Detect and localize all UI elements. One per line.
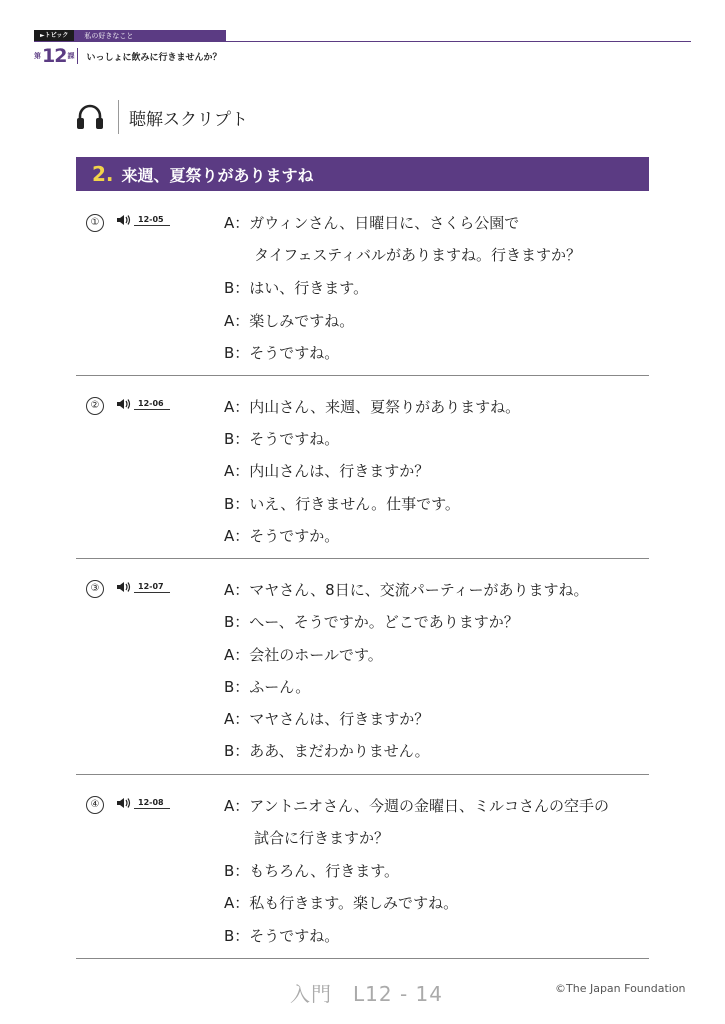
track-number: 12-06 bbox=[134, 399, 170, 410]
dialogue-line: A：楽しみですね。 bbox=[224, 312, 355, 330]
audio-track[interactable] bbox=[116, 214, 170, 226]
dialogue-line: A：そうですか。 bbox=[224, 527, 340, 545]
dialogue-line: B：はい、行きます。 bbox=[224, 279, 369, 297]
speaker-icon bbox=[116, 398, 132, 410]
dialogue-line: B：へー、そうですか。どこでありますか？ bbox=[224, 613, 519, 631]
divider bbox=[76, 375, 649, 376]
lesson-heading bbox=[34, 45, 221, 67]
divider bbox=[76, 558, 649, 559]
dialogue-line: A：アントニオさん、今週の金曜日、ミルコさんの空手の bbox=[224, 797, 609, 815]
page-number: 入門 L12 - 14 bbox=[290, 982, 443, 1006]
section-heading bbox=[76, 100, 248, 134]
exercise-band bbox=[76, 157, 649, 191]
dialogue-line: A：会社のホールです。 bbox=[224, 646, 383, 664]
dialogue-line: B：いえ、行きません。仕事です。 bbox=[224, 495, 460, 513]
topic-label: ►トピック bbox=[34, 30, 74, 42]
dialogue-line: B：ふーん。 bbox=[224, 678, 311, 696]
dialogue-line: B：そうですね。 bbox=[224, 430, 340, 448]
section-separator bbox=[118, 100, 119, 134]
audio-track[interactable] bbox=[116, 797, 170, 809]
exercise-number: 2. bbox=[92, 162, 114, 186]
track-number: 12-08 bbox=[134, 798, 170, 809]
dialogue-line: B：もちろん、行きます。 bbox=[224, 862, 399, 880]
divider bbox=[76, 958, 649, 959]
lesson-suffix: 課 bbox=[67, 52, 75, 60]
divider bbox=[76, 774, 649, 775]
dialogue-line: A：私も行きます。楽しみですね。 bbox=[224, 894, 459, 912]
audio-track[interactable] bbox=[116, 398, 170, 410]
item-number: ① bbox=[86, 214, 104, 232]
dialogue-line: A：ガウィンさん、日曜日に、さくら公園で bbox=[224, 214, 520, 232]
item-number: ③ bbox=[86, 580, 104, 598]
lesson-title: いっしょに飲みに行きませんか？ bbox=[86, 52, 222, 63]
dialogue-line: B：ああ、まだわかりません。 bbox=[224, 742, 430, 760]
dialogue-line: タイフェスティバルがありますね。行きますか？ bbox=[254, 246, 582, 264]
dialogue-line: A：内山さん、来週、夏祭りがありますね。 bbox=[224, 398, 521, 416]
item-number: ④ bbox=[86, 796, 104, 814]
lesson-number: 12 bbox=[42, 45, 67, 67]
speaker-icon bbox=[116, 797, 132, 809]
speaker-icon bbox=[116, 214, 132, 226]
track-number: 12-07 bbox=[134, 582, 170, 593]
copyright: ©The Japan Foundation bbox=[555, 982, 686, 995]
lesson-separator bbox=[77, 48, 78, 64]
section-title: 聴解スクリプト bbox=[129, 109, 248, 130]
audio-track[interactable] bbox=[116, 581, 170, 593]
dialogue-line: A：内山さんは、行きますか？ bbox=[224, 462, 430, 480]
lesson-prefix: 第 bbox=[34, 52, 41, 60]
dialogue-line: 試合に行きますか？ bbox=[254, 829, 390, 847]
headphones-icon bbox=[76, 102, 104, 132]
dialogue-line: A：マヤさん、8日に、交流パーティーがありますね。 bbox=[224, 581, 589, 599]
dialogue-line: A：マヤさんは、行きますか？ bbox=[224, 710, 430, 728]
topic-title: 私の好きなこと bbox=[74, 30, 226, 42]
dialogue-line: B：そうですね。 bbox=[224, 927, 340, 945]
dialogue-line: B：そうですね。 bbox=[224, 344, 340, 362]
header-divider bbox=[34, 41, 691, 42]
speaker-icon bbox=[116, 581, 132, 593]
track-number: 12-05 bbox=[134, 215, 170, 226]
exercise-title: 来週、夏祭りがありますね bbox=[121, 165, 314, 185]
item-number: ② bbox=[86, 397, 104, 415]
